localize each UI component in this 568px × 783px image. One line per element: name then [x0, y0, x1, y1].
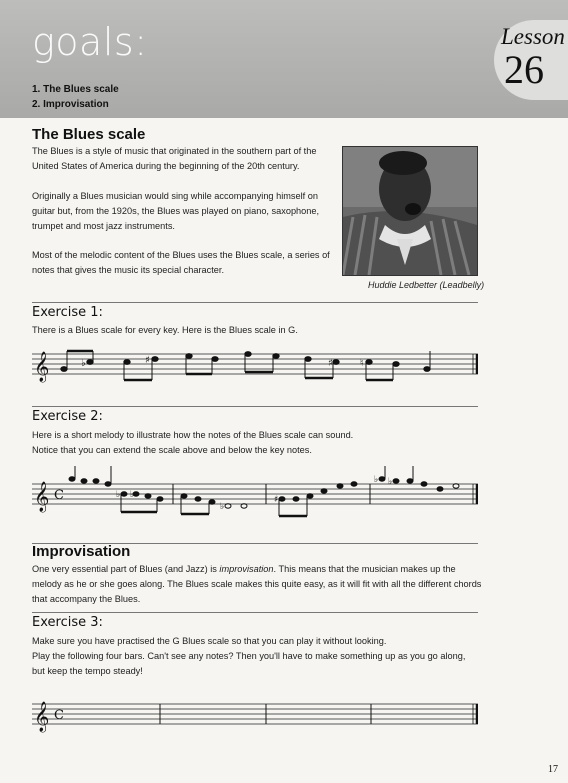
lesson-number: 26 — [504, 47, 544, 92]
improvisation-paragraph — [32, 562, 482, 607]
svg-text:𝄞: 𝄞 — [34, 702, 50, 732]
blues-history-paragraph — [32, 189, 337, 234]
exercise-1-text: There is a Blues scale for every key. Here is the Blues scale in G. — [32, 325, 298, 335]
section-divider — [32, 406, 478, 407]
section-divider — [32, 302, 478, 303]
blues-scale-paragraph — [32, 248, 337, 278]
text-line: trumpet and most jazz instruments. — [32, 221, 175, 231]
svg-text:♭: ♭ — [116, 490, 121, 500]
music-staff-exercise-2 — [32, 466, 478, 524]
text-segment: One very essential part of Blues (and Jazz) is — [32, 564, 220, 574]
text-segment: . This means that the musician makes up the — [273, 564, 456, 574]
page-number: 17 — [548, 764, 558, 775]
text-line: Most of the melodic content of the Blues uses the Blues scale, a series of — [32, 250, 330, 260]
svg-text:♯: ♯ — [328, 358, 333, 369]
goals-title: goals: — [32, 20, 148, 64]
section-heading-improvisation: Improvisation — [32, 543, 131, 560]
svg-text:♭: ♭ — [130, 490, 135, 500]
exercise-3-text — [32, 634, 465, 679]
svg-text:♭: ♭ — [374, 475, 379, 485]
section-divider — [32, 612, 478, 613]
svg-text:𝄞: 𝄞 — [34, 482, 50, 512]
text-line: Play the following four bars. Can't see any notes? Then you'll have to make something up as you go along, — [32, 651, 466, 661]
exercise-3-title: Exercise 3: — [32, 615, 103, 630]
text-line: United States of America during the beginning of the 20th century. — [32, 161, 300, 171]
exercise-1-title: Exercise 1: — [32, 305, 103, 320]
section-heading-blues-scale: The Blues scale — [32, 126, 146, 143]
svg-text:♯: ♯ — [145, 355, 150, 366]
goal-list — [32, 82, 119, 112]
svg-text:♭: ♭ — [81, 358, 86, 369]
lesson-label: Lesson — [501, 24, 565, 49]
text-line: Make sure you have practised the G Blues scale so that you can play it without looking. — [32, 636, 387, 646]
svg-text:♯: ♯ — [274, 495, 279, 505]
svg-text:♭: ♭ — [220, 502, 225, 512]
svg-text:♭: ♭ — [388, 477, 393, 487]
svg-text:𝄞: 𝄞 — [34, 352, 50, 382]
emphasis-text: improvisation — [219, 564, 274, 574]
leadbelly-photo — [342, 146, 478, 276]
svg-text:♮: ♮ — [360, 358, 364, 369]
text-line — [32, 562, 482, 577]
music-staff-exercise-3 — [32, 696, 478, 734]
portrait-image — [343, 147, 477, 275]
svg-text:C: C — [54, 708, 64, 723]
photo-caption: Huddie Ledbetter (Leadbelly) — [368, 280, 485, 290]
music-staff-exercise-1 — [32, 342, 478, 388]
goal-item: 2. Improvisation — [32, 99, 109, 110]
text-line: melody as he or she goes along. The Blues scale makes this quite easy, as it will fit with all the different chords — [32, 579, 482, 589]
text-line: that accompany the Blues. — [32, 594, 141, 604]
text-line: Here is a short melody to illustrate how the notes of the Blues scale can sound. — [32, 430, 354, 440]
text-line: notes that gives the music its special character. — [32, 265, 225, 275]
text-line: but keep the tempo steady! — [32, 666, 143, 676]
exercise-2-text — [32, 428, 353, 458]
text-line: Notice that you can extend the scale above and below the key notes. — [32, 445, 312, 455]
text-line: guitar but, from the 1920s, the Blues was played on piano, saxophone, — [32, 206, 320, 216]
text-line: Originally a Blues musician would sing while accompanying himself on — [32, 191, 318, 201]
blues-intro-paragraph — [32, 144, 337, 174]
goal-item: 1. The Blues scale — [32, 84, 119, 95]
exercise-2-title: Exercise 2: — [32, 409, 103, 424]
text-line: The Blues is a style of music that originated in the southern part of the — [32, 146, 317, 156]
svg-text:C: C — [54, 488, 64, 503]
